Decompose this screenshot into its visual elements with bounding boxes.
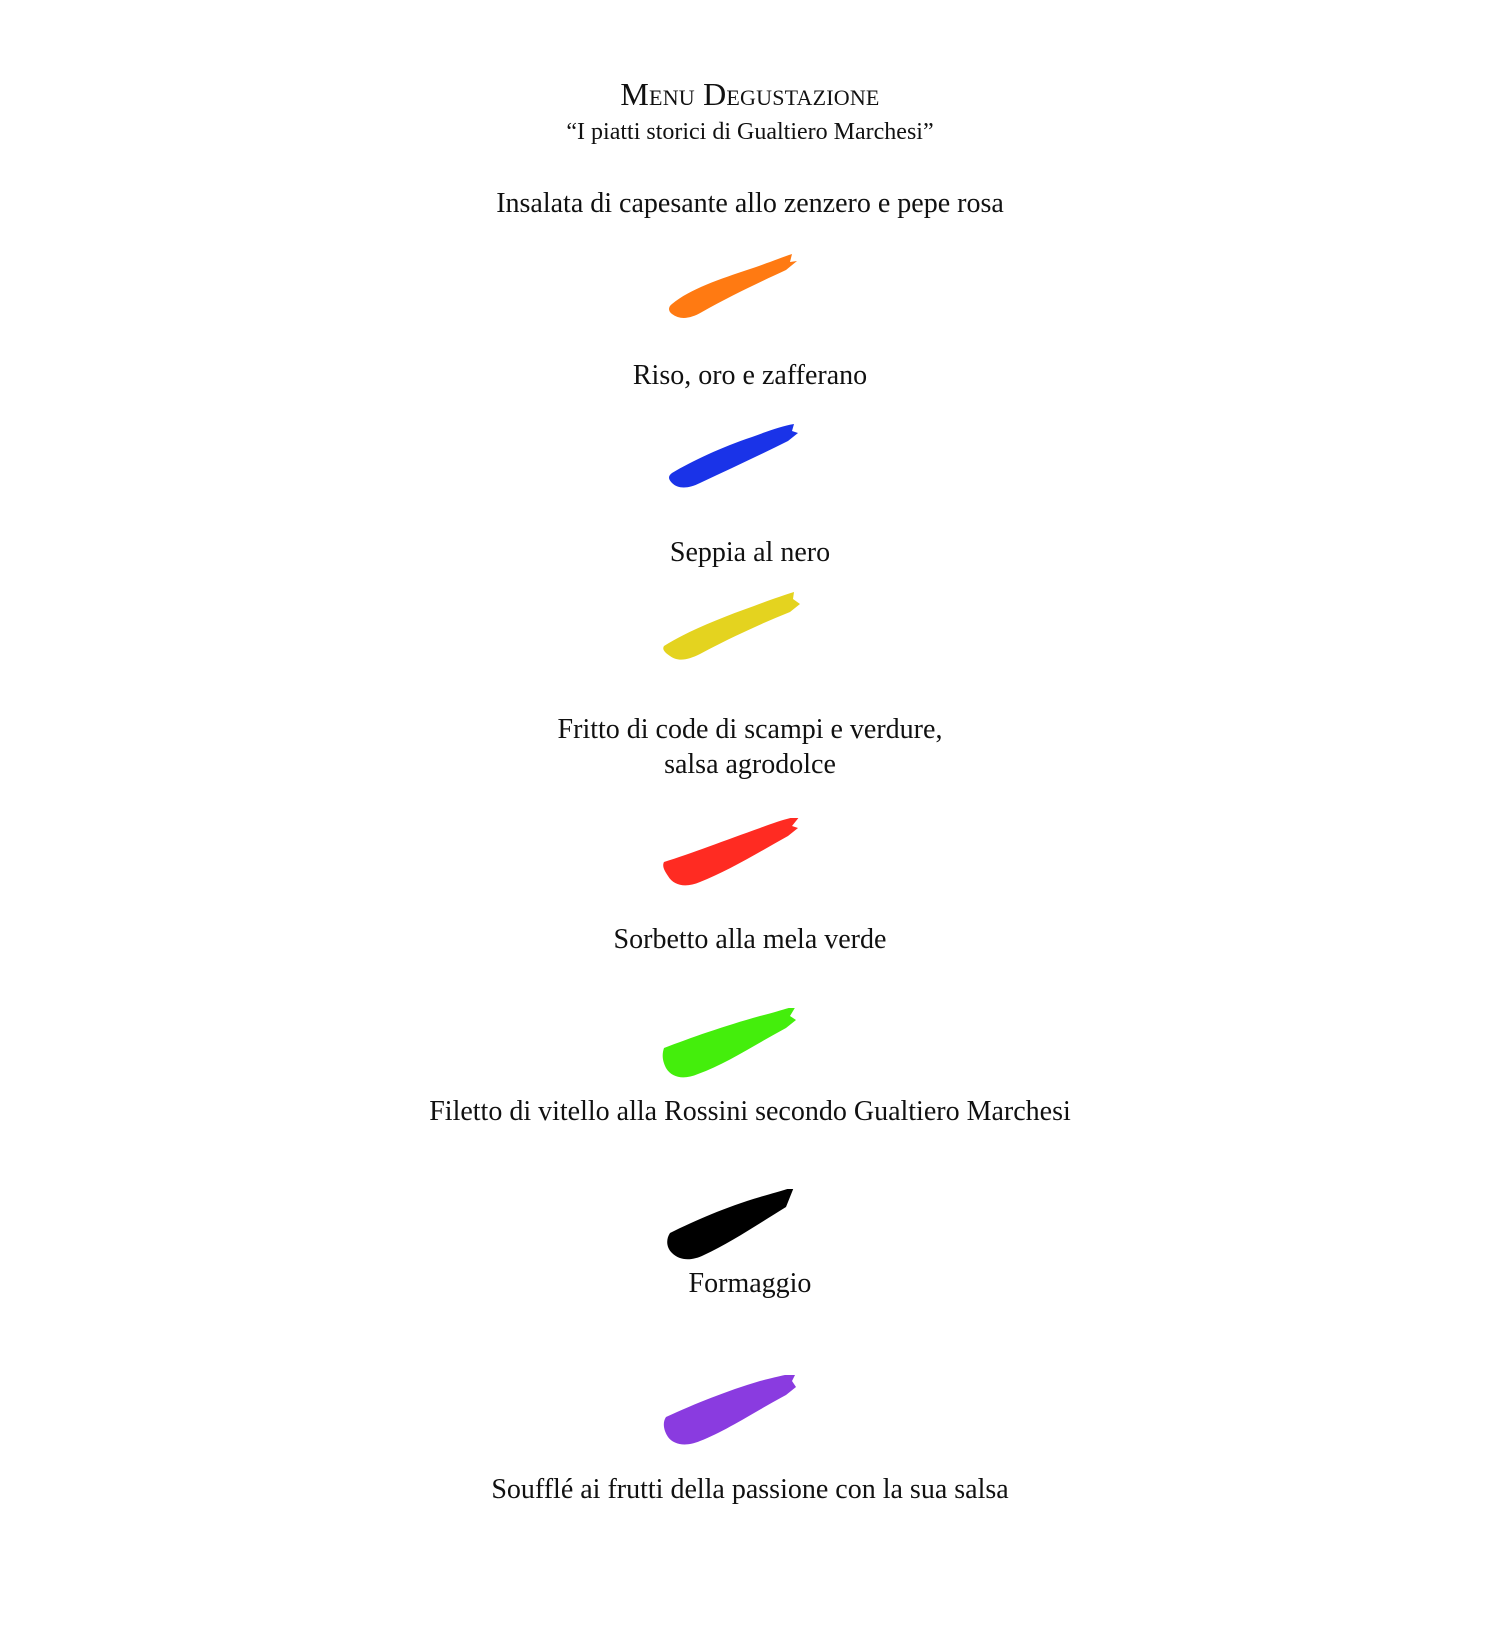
dish-item	[0, 535, 1500, 570]
dish-item	[0, 712, 1500, 782]
purple-brush-stroke-icon	[660, 1375, 810, 1465]
dish-name: Formaggio	[688, 1268, 812, 1299]
dish-item	[0, 1472, 1500, 1507]
brush-stroke-shape	[663, 592, 800, 660]
dish-item	[0, 358, 1500, 393]
dish-name: Filetto di vitello alla Rossini secondo Gualtiero Marchesi	[429, 1096, 1071, 1127]
menu-subtitle: “I piatti storici di Gualtiero Marchesi”	[566, 119, 934, 145]
brush-stroke-shape	[669, 254, 797, 318]
red-brush-stroke-icon	[660, 818, 810, 908]
brush-stroke-shape	[663, 818, 800, 885]
dish-name-line-2: salsa agrodolce	[664, 749, 836, 780]
orange-brush-stroke-icon	[660, 244, 810, 334]
yellow-brush-stroke-icon	[660, 590, 810, 680]
dish-name: Sorbetto alla mela verde	[613, 924, 887, 955]
brush-stroke-shape	[664, 1375, 796, 1444]
green-brush-stroke-icon	[660, 1008, 810, 1098]
brush-stroke-shape	[669, 424, 798, 488]
brush-stroke-shape	[663, 1008, 796, 1077]
dish-item	[0, 1266, 1500, 1301]
dish-item	[0, 1094, 1500, 1129]
dish-name: Insalata di capesante allo zenzero e pepe rosa	[496, 188, 1004, 219]
dish-name-line-1: Fritto di code di scampi e verdure,	[557, 714, 943, 745]
dish-name: Soufflé ai frutti della passione con la sua salsa	[491, 1474, 1009, 1505]
dish-name: Riso, oro e zafferano	[632, 360, 868, 391]
dish-item	[0, 186, 1500, 221]
brush-stroke-shape	[667, 1189, 794, 1259]
menu-title: Menu Degustazione	[620, 76, 880, 112]
blue-brush-stroke-icon	[660, 417, 810, 507]
dish-name: Seppia al nero	[669, 537, 831, 568]
dish-item	[0, 922, 1500, 957]
